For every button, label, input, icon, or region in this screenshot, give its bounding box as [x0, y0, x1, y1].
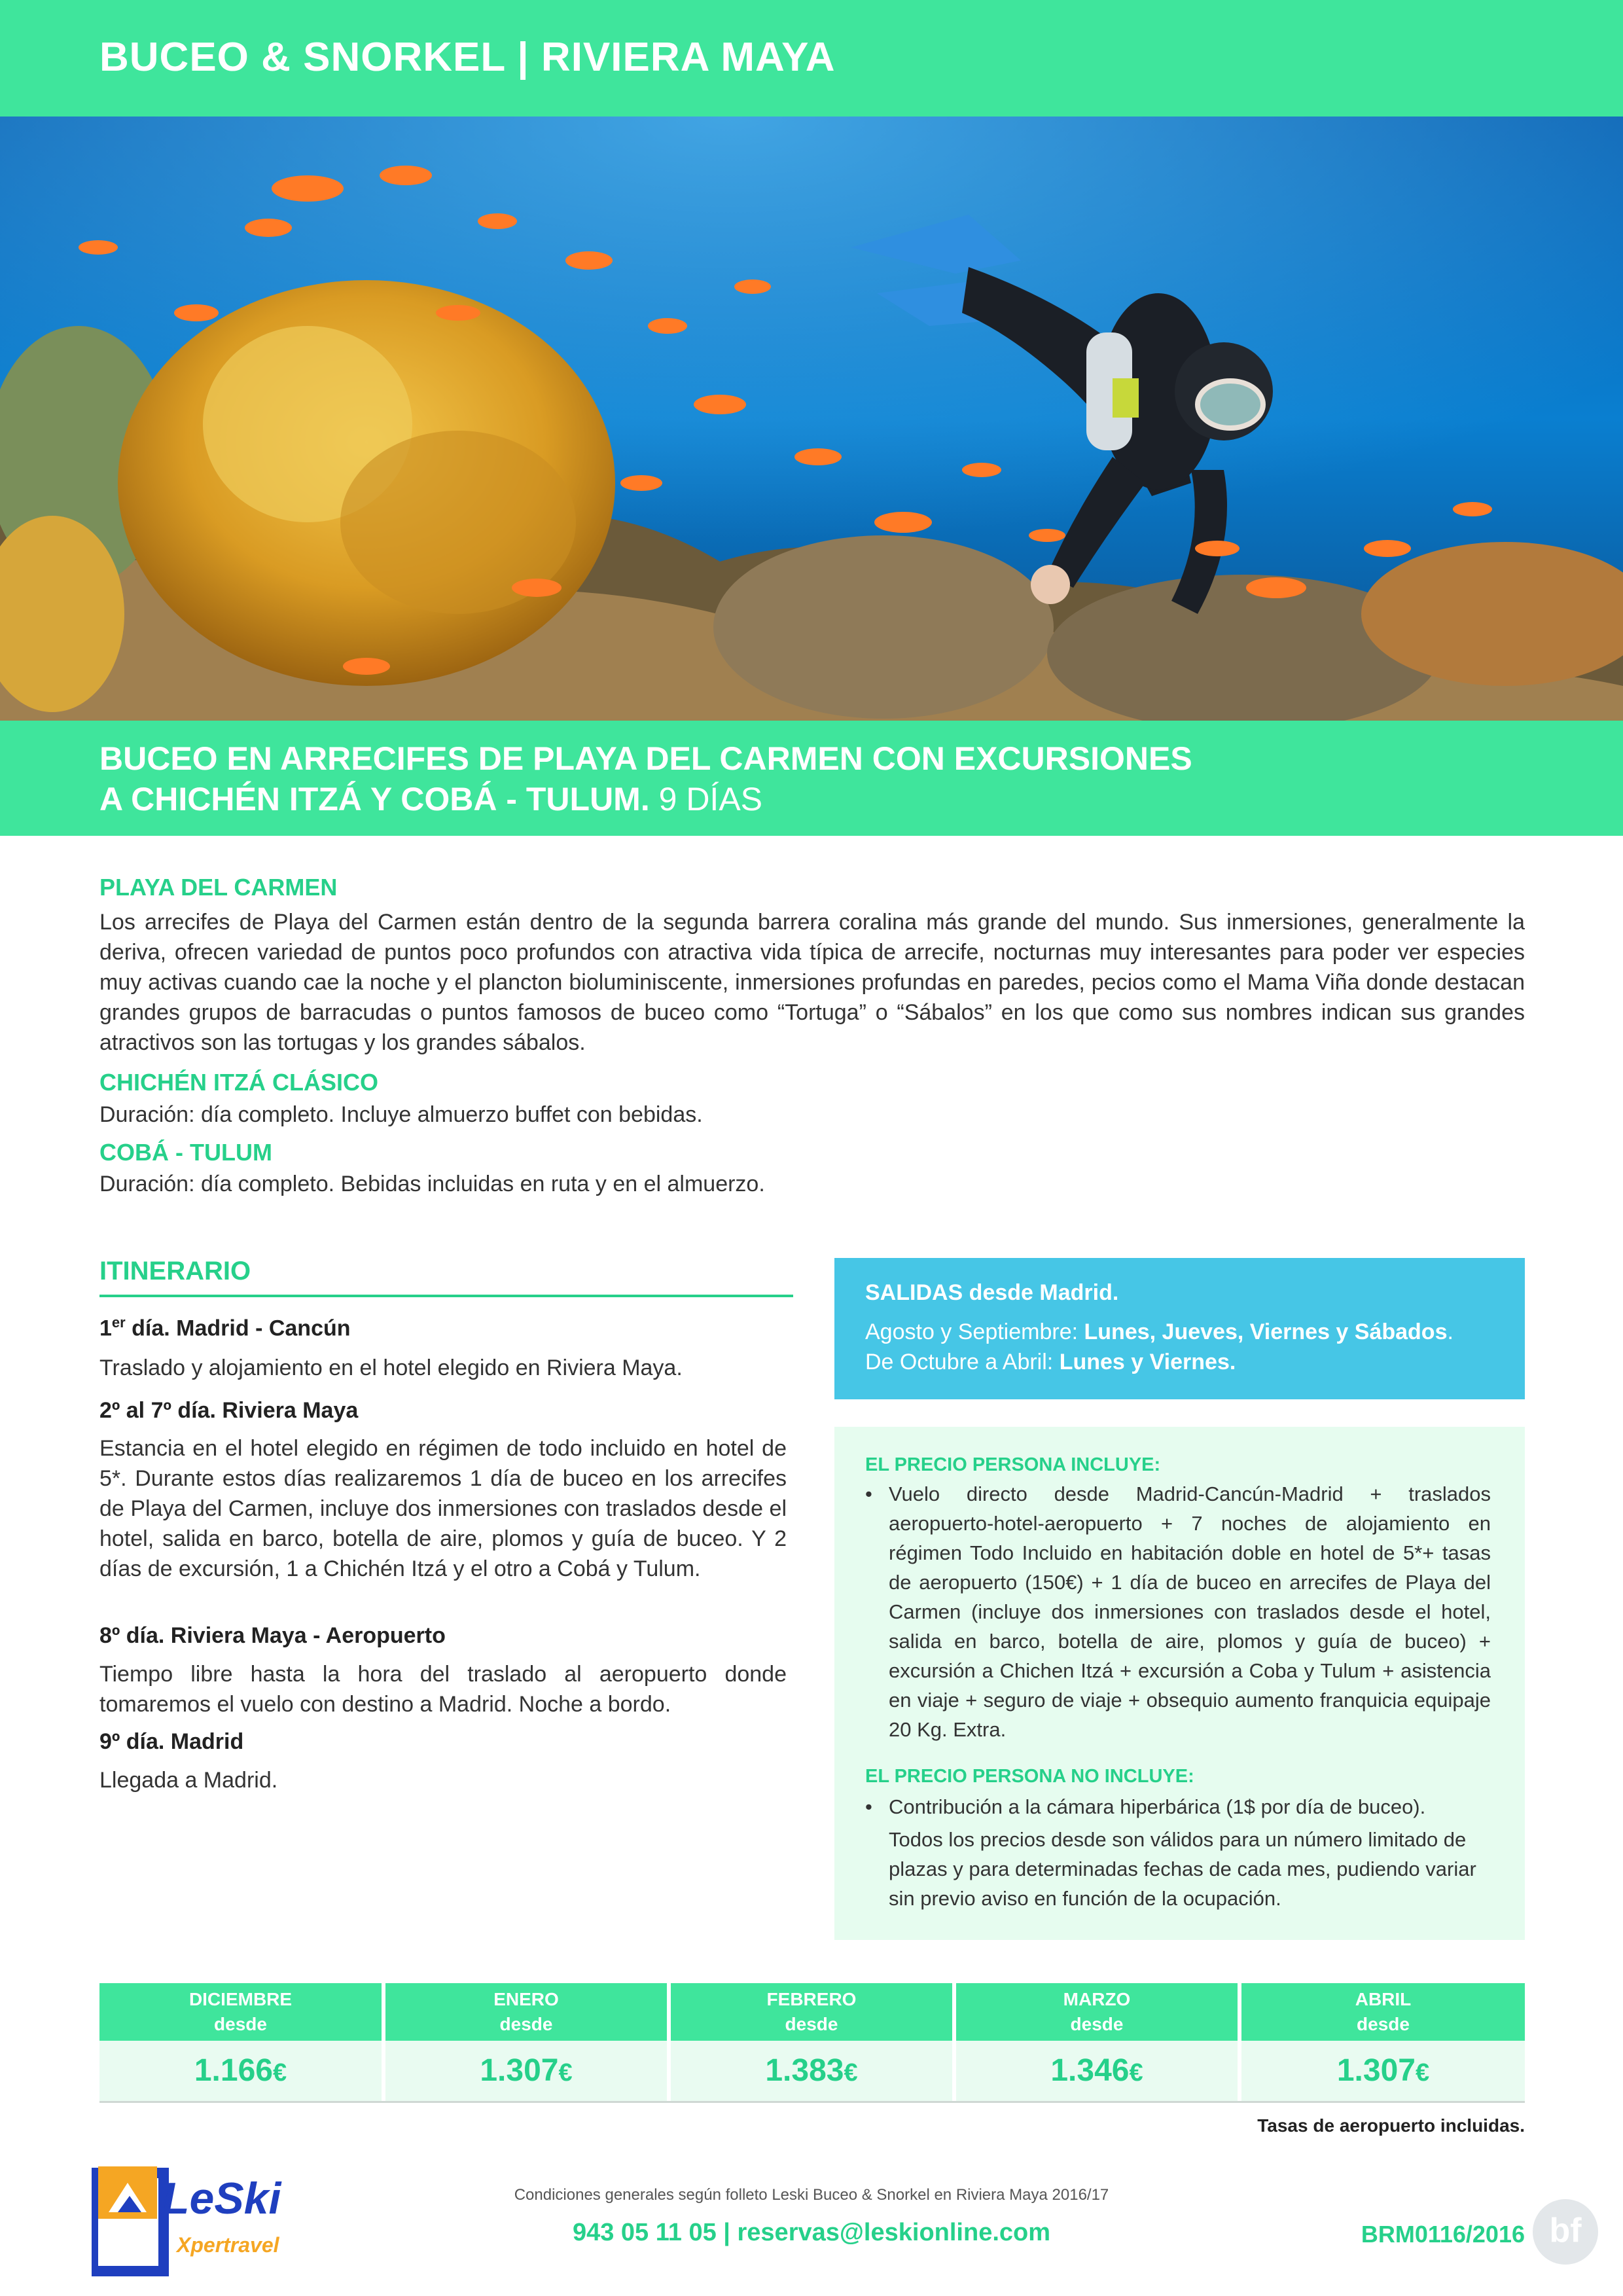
price-desde: desde [214, 2014, 267, 2034]
departures-title: SALIDAS desde Madrid. [865, 1280, 1119, 1305]
price-month-header [671, 1983, 952, 2041]
footer-contact [458, 2219, 1165, 2247]
price-amount: 1.346 [1050, 2053, 1130, 2088]
main-title [99, 738, 1192, 819]
price-amount: 1.166 [194, 2053, 273, 2088]
day-2-7-title: 2º al 7º día. Riviera Maya [99, 1398, 359, 1423]
not-includes-text: Contribución a la cámara hiperbárica (1$ por día de buceo). [889, 1795, 1426, 1818]
price-column-diciembre [99, 1983, 382, 2101]
price-currency: € [1415, 2059, 1430, 2087]
price-desde: desde [1070, 2014, 1124, 2034]
main-title-line1: BUCEO EN ARRECIFES DE PLAYA DEL CARMEN CON EXCURSIONES [99, 740, 1192, 777]
price-month-header [385, 1983, 667, 2041]
price-currency: € [844, 2059, 858, 2087]
price-month: ENERO [493, 1989, 559, 2009]
price-amount: 1.383 [765, 2053, 844, 2088]
main-title-line2-bold: A CHICHÉN ITZÁ Y COBÁ - TULUM. [99, 781, 650, 817]
day-2-7-text: Estancia en el hotel elegido en régimen de todo incluido en hotel de 5*. Durante estos días realizaremos 1 día de buceo en los arrecifes de Playa del Carmen, incluye dos inmersiones con traslados desde el hotel, salida en barco, botella de aire, plomos y guía de buceo. Y 2 días de excursión, 1 a Chichén Itzá y el otro a Cobá y Tulum. [99, 1436, 787, 1581]
day-1-route: día. Madrid - Cancún [125, 1316, 351, 1341]
footer-separator: | [716, 2219, 738, 2246]
playa-text: Los arrecifes de Playa del Carmen están dentro de la segunda barrera coralina más grande del mundo. Sus inmersiones, generalmente la deriva, ofrecen variedad de puntos poco profundos con atractiva vida típica de arrecife, nocturnas muy interesantes para poder ver especies muy activas cuando cae la noche y el plancton bioluminiscente, inmersiones profundas en paredes, pecios como el Mama Viña donde destacan grandes grupos de barracudas o puntos famosos de buceo como “Tortuga” o “Sábalos” en los que como sus nombres indican sus grandes atractivos son las tortugas y los grandes sábalos. [99, 910, 1525, 1055]
coba-heading: COBÁ - TULUM [99, 1139, 272, 1166]
footer-email-link[interactable]: reservas@leskionline.com [737, 2219, 1051, 2246]
header-title: BUCEO & SNORKEL | RIVIERA MAYA [99, 35, 836, 80]
day-1-number: 1 [99, 1316, 112, 1341]
leski-logo-text: LeSki [162, 2174, 281, 2223]
includes-text: Vuelo directo desde Madrid-Cancún-Madrid + traslados aeropuerto-hotel-aeropuerto + 7 noches de alojamiento en régimen Todo Incluido en habitación doble en hotel de 5*+ tasas de aeropuerto (150€) + 1 día de buceo en arrecifes de Playa del Carmen (incluye dos inmersiones con traslados desde el hotel, salida en barco, botella de aire, plomos y guía de buceo) + excursión a Chichen Itzá + excursión a Coba y Tulum + asistencia en viaje + seguro de viaje + obsequio aumento franquicia equipaje 20 Kg. Extra. [889, 1482, 1491, 1741]
footer-phone[interactable]: 943 05 11 05 [572, 2219, 717, 2246]
main-title-duration: 9 DÍAS [649, 781, 763, 817]
departures-line-1-days: Lunes, Jueves, Viernes y Sábados [1084, 1319, 1448, 1344]
price-month: MARZO [1063, 1989, 1131, 2009]
not-includes-heading: EL PRECIO PERSONA NO INCLUYE: [865, 1766, 1194, 1787]
price-value [99, 2041, 382, 2101]
price-month: DICIEMBRE [188, 1989, 293, 2009]
day-1-suffix: er [111, 1314, 126, 1331]
price-amount: 1.307 [1336, 2053, 1416, 2088]
price-amount: 1.307 [480, 2053, 559, 2088]
hero-underwater-image [0, 117, 1623, 721]
price-column-febrero [671, 1983, 952, 2101]
price-currency: € [558, 2059, 573, 2087]
departures-line-2 [865, 1350, 1236, 1375]
bullet-icon: • [865, 1482, 872, 1505]
price-value [671, 2041, 952, 2101]
leski-logo [92, 2160, 288, 2278]
includes-heading: EL PRECIO PERSONA INCLUYE: [865, 1454, 1161, 1475]
price-column-abril [1241, 1983, 1525, 2101]
coba-text: Duración: día completo. Bebidas incluidas en ruta y en el almuerzo. [99, 1172, 765, 1196]
departures-line-2-label: De Octubre a Abril: [865, 1350, 1060, 1374]
brochure-code: BRM0116/2016 [1361, 2221, 1525, 2248]
price-month: FEBRERO [766, 1989, 857, 2009]
day-8-text: Tiempo libre hasta la hora del traslado al aeropuerto donde tomaremos el vuelo con destino a Madrid. Noche a bordo. [99, 1662, 787, 1717]
footer-conditions: Condiciones generales según folleto Leski Buceo & Snorkel en Riviera Maya 2016/17 [514, 2186, 1109, 2204]
departures-line-1-end: . [1447, 1319, 1454, 1344]
chichen-text: Duración: día completo. Incluye almuerzo buffet con bebidas. [99, 1102, 703, 1127]
leski-logo-subtext: Xpertravel [177, 2233, 279, 2257]
price-month-header [1241, 1983, 1525, 2041]
price-desde: desde [785, 2014, 838, 2034]
bullet-icon: • [865, 1795, 872, 1818]
price-column-marzo [956, 1983, 1238, 2101]
price-month-header [956, 1983, 1238, 2041]
price-table [99, 1983, 1525, 2101]
day-8-title: 8º día. Riviera Maya - Aeropuerto [99, 1623, 446, 1648]
airport-taxes-note: Tasas de aeropuerto incluidas. [1257, 2115, 1525, 2136]
price-month-header [99, 1983, 382, 2041]
departures-line-2-days: Lunes y Viernes. [1059, 1350, 1236, 1374]
price-value [1241, 2041, 1525, 2101]
itinerary-divider [99, 1295, 793, 1297]
day-1-title [99, 1314, 351, 1341]
playa-heading: PLAYA DEL CARMEN [99, 874, 338, 901]
price-column-enero [385, 1983, 667, 2101]
price-conditions-note: Todos los precios desde son válidos para un número limitado de plazas y para determinadas fechas de cada mes, pudiendo variar sin previo aviso en función de la ocupación. [889, 1828, 1476, 1910]
price-currency: € [272, 2059, 287, 2087]
price-desde: desde [499, 2014, 553, 2034]
itinerary-heading: ITINERARIO [99, 1257, 251, 1285]
table-divider [99, 2101, 1525, 2103]
price-desde: desde [1357, 2014, 1410, 2034]
price-currency: € [1129, 2059, 1143, 2087]
day-1-text: Traslado y alojamiento en el hotel elegido en Riviera Maya. [99, 1355, 683, 1380]
departures-line-1-label: Agosto y Septiembre: [865, 1319, 1084, 1344]
main-title-line2 [99, 779, 1192, 819]
diver-reef-illustration [0, 117, 1623, 721]
bf-badge: bf [1533, 2199, 1598, 2265]
departures-line-1 [865, 1319, 1454, 1345]
price-value [956, 2041, 1238, 2101]
chichen-heading: CHICHÉN ITZÁ CLÁSICO [99, 1069, 378, 1096]
price-month: ABRIL [1355, 1989, 1412, 2009]
day-9-title: 9º día. Madrid [99, 1729, 244, 1754]
day-9-text: Llegada a Madrid. [99, 1768, 278, 1793]
price-value [385, 2041, 667, 2101]
